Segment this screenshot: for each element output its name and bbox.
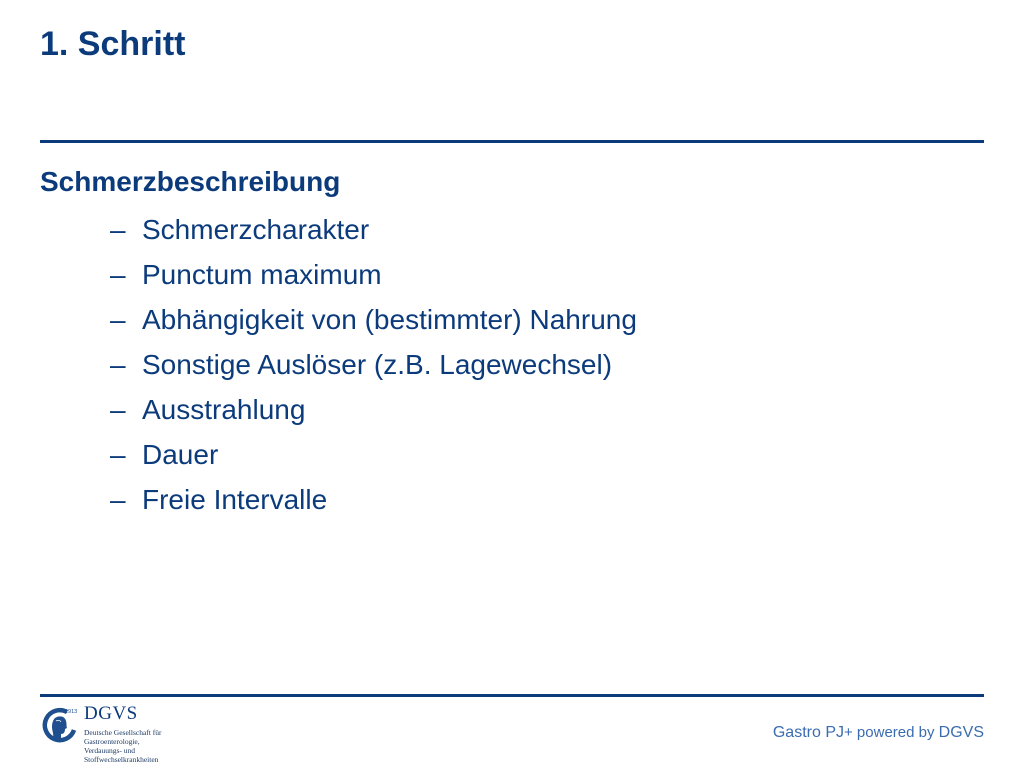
list-item-text: Sonstige Auslöser (z.B. Lagewechsel): [142, 349, 613, 380]
dash-marker: –: [110, 349, 126, 380]
list-item: [110, 387, 637, 432]
section-heading: Schmerzbeschreibung: [40, 166, 341, 197]
list-item: [110, 252, 637, 297]
dash-marker: –: [110, 394, 126, 425]
footer-brand-plus: +: [844, 724, 853, 741]
dash-marker: –: [110, 214, 126, 245]
footer-powered-by: powered by: [852, 724, 939, 741]
logo-subtitle: [84, 728, 180, 764]
dash-marker: –: [110, 259, 126, 290]
logo-name: DGVS: [84, 703, 138, 724]
logo-subtitle-line: Stoffwechselkrankheiten: [84, 755, 159, 764]
footer-brand-org: DGVS: [938, 724, 984, 741]
list-item: [110, 477, 637, 522]
title-divider: [40, 140, 984, 143]
list-item: [110, 297, 637, 342]
list-item-text: Freie Intervalle: [142, 484, 328, 515]
list-item-text: Punctum maximum: [142, 259, 382, 290]
logo-subtitle-line: Gastroenterologie,: [84, 737, 140, 746]
dgvs-logo: [40, 704, 180, 764]
list-item-text: Schmerzcharakter: [142, 214, 370, 245]
dash-marker: –: [110, 439, 126, 470]
logo-subtitle-line: Deutsche Gesellschaft für: [84, 728, 162, 737]
list-item: [110, 207, 637, 252]
logo-subtitle-line: Verdauungs- und: [84, 746, 136, 755]
footer-brand: [773, 722, 984, 744]
list-item-text: Ausstrahlung: [142, 394, 306, 425]
dgvs-emblem-icon: [40, 704, 78, 744]
footer-brand-main: Gastro PJ: [772, 724, 844, 741]
list-item: [110, 342, 637, 387]
list-item-text: Dauer: [142, 439, 219, 470]
footer-divider: [40, 694, 984, 697]
dash-marker: –: [110, 484, 126, 515]
logo-year: 1913: [65, 709, 78, 715]
slide-title: 1. Schritt: [40, 25, 186, 63]
list-item: [110, 432, 637, 477]
dash-marker: –: [110, 304, 126, 335]
bullet-list: [110, 207, 637, 522]
list-item-text: Abhängigkeit von (bestimmter) Nahrung: [142, 304, 637, 335]
